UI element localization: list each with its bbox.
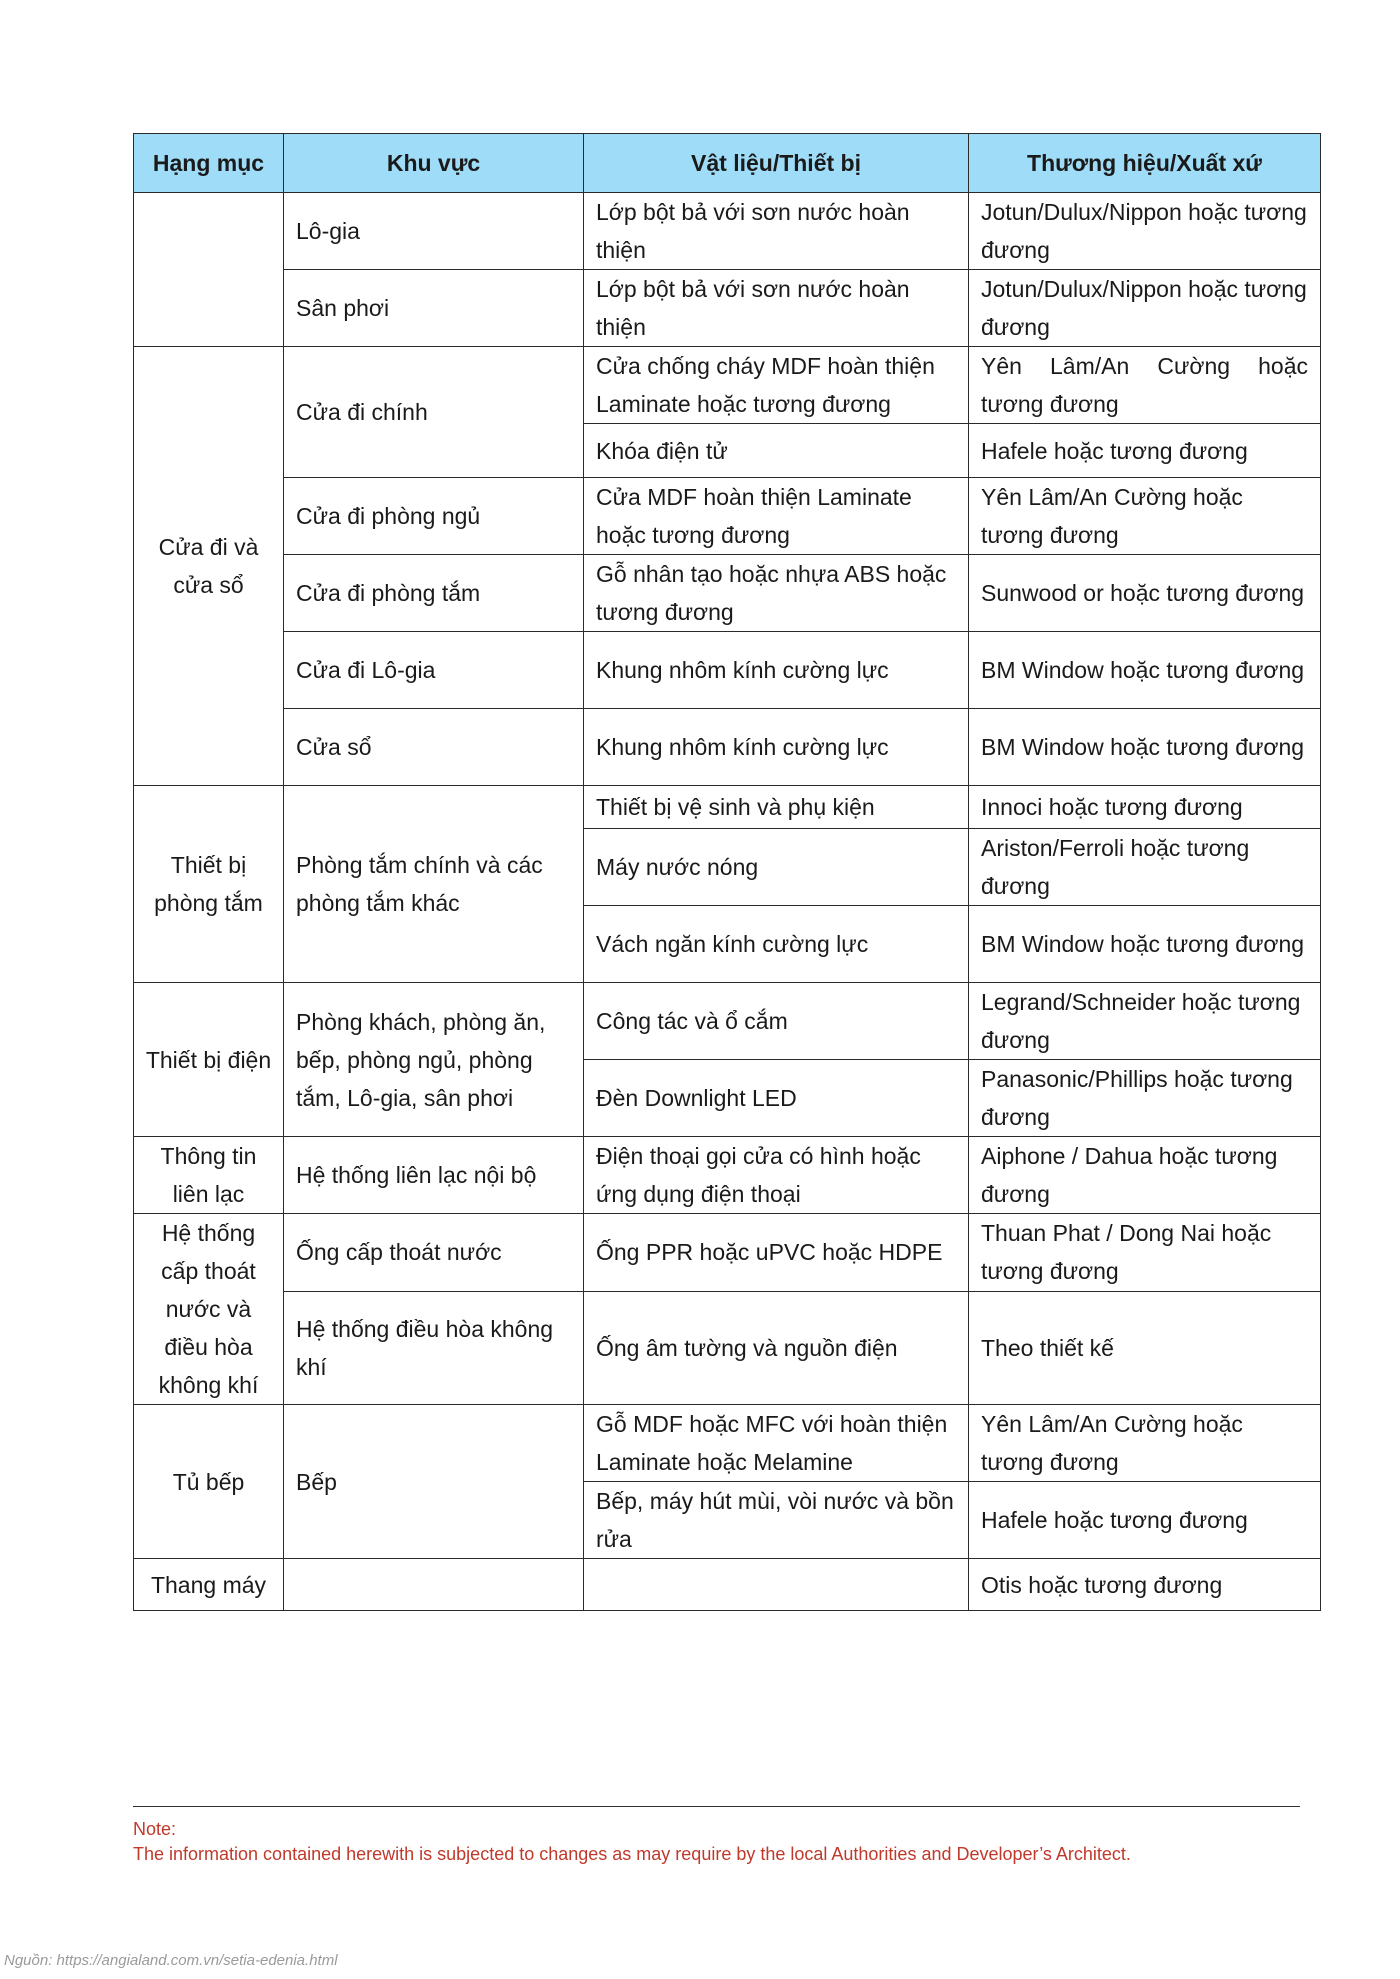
note-text: The information contained herewith is subjected to changes as may require by the local Authorities and Developer’s Architect. — [133, 1844, 1131, 1864]
material-cell: Ống PPR hoặc uPVC hoặc HDPE — [584, 1214, 969, 1292]
area-cell: Sân phơi — [284, 270, 584, 347]
brand-cell: BM Window hoặc tương đương — [969, 709, 1321, 786]
table-row — [134, 786, 1321, 829]
material-cell: Công tác và ổ cắm — [584, 983, 969, 1060]
note-label: Note: — [133, 1819, 177, 1839]
material-cell — [584, 1559, 969, 1611]
table-row — [134, 1559, 1321, 1611]
brand-cell: Thuan Phat / Dong Nai hoặc tương đương — [969, 1214, 1321, 1292]
header-area: Khu vực — [284, 134, 584, 193]
table-row — [134, 983, 1321, 1060]
table-row — [134, 1214, 1321, 1292]
table-row — [134, 709, 1321, 786]
category-cell: Thang máy — [134, 1559, 284, 1611]
brand-cell: Panasonic/Phillips hoặc tương đương — [969, 1060, 1321, 1137]
category-cell: Thiết bị phòng tắm — [134, 786, 284, 983]
area-cell: Cửa đi phòng tắm — [284, 555, 584, 632]
brand-cell: Theo thiết kế — [969, 1291, 1321, 1404]
material-cell: Lớp bột bả với sơn nước hoàn thiện — [584, 270, 969, 347]
brand-cell: Jotun/Dulux/Nippon hoặc tương đương — [969, 270, 1321, 347]
table-row — [134, 1137, 1321, 1214]
material-cell: Cửa chống cháy MDF hoàn thiện Laminate hoặc tương đương — [584, 347, 969, 424]
brand-cell: BM Window hoặc tương đương — [969, 632, 1321, 709]
source-watermark: Nguồn: https://angialand.com.vn/setia-edenia.html — [4, 1952, 338, 1969]
material-cell: Máy nước nóng — [584, 829, 969, 906]
material-cell: Ống âm tường và nguồn điện — [584, 1291, 969, 1404]
category-cell: Tủ bếp — [134, 1405, 284, 1559]
material-cell: Lớp bột bả với sơn nước hoàn thiện — [584, 193, 969, 270]
material-cell: Khung nhôm kính cường lực — [584, 709, 969, 786]
header-material: Vật liệu/Thiết bị — [584, 134, 969, 193]
header-brand: Thương hiệu/Xuất xứ — [969, 134, 1321, 193]
area-cell: Phòng khách, phòng ăn, bếp, phòng ngủ, phòng tắm, Lô-gia, sân phơi — [284, 983, 584, 1137]
material-cell: Khung nhôm kính cường lực — [584, 632, 969, 709]
brand-cell: Yên Lâm/An Cường hoặc tương đương — [969, 478, 1321, 555]
material-cell: Khóa điện tử — [584, 424, 969, 478]
brand-cell: Sunwood or hoặc tương đương — [969, 555, 1321, 632]
table-row — [134, 1405, 1321, 1482]
material-cell: Gỗ MDF hoặc MFC với hoàn thiện Laminate hoặc Melamine — [584, 1405, 969, 1482]
category-cell: Thông tin liên lạc — [134, 1137, 284, 1214]
specification-table — [133, 133, 1321, 1611]
area-cell — [284, 1559, 584, 1611]
table-row — [134, 555, 1321, 632]
area-cell: Cửa đi chính — [284, 347, 584, 478]
category-cell — [134, 193, 284, 347]
brand-cell: Ariston/Ferroli hoặc tương đương — [969, 829, 1321, 906]
area-cell: Ống cấp thoát nước — [284, 1214, 584, 1292]
table-row — [134, 347, 1321, 424]
table-row — [134, 270, 1321, 347]
footer-divider — [133, 1806, 1300, 1807]
table-row — [134, 193, 1321, 270]
category-cell: Cửa đi và cửa sổ — [134, 347, 284, 786]
brand-cell: Hafele hoặc tương đương — [969, 1482, 1321, 1559]
brand-cell: Yên Lâm/An Cường hoặc tương đương — [969, 1405, 1321, 1482]
table-row — [134, 1291, 1321, 1404]
area-cell: Phòng tắm chính và các phòng tắm khác — [284, 786, 584, 983]
area-cell: Hệ thống điều hòa không khí — [284, 1291, 584, 1404]
table-header-row — [134, 134, 1321, 193]
brand-cell: Hafele hoặc tương đương — [969, 424, 1321, 478]
brand-cell: Innoci hoặc tương đương — [969, 786, 1321, 829]
brand-cell: Otis hoặc tương đương — [969, 1559, 1321, 1611]
area-cell: Lô-gia — [284, 193, 584, 270]
area-cell: Cửa đi phòng ngủ — [284, 478, 584, 555]
material-cell: Đèn Downlight LED — [584, 1060, 969, 1137]
material-cell: Gỗ nhân tạo hoặc nhựa ABS hoặc tương đương — [584, 555, 969, 632]
material-cell: Vách ngăn kính cường lực — [584, 906, 969, 983]
brand-cell: BM Window hoặc tương đương — [969, 906, 1321, 983]
material-cell: Cửa MDF hoàn thiện Laminate hoặc tương đương — [584, 478, 969, 555]
area-cell: Cửa đi Lô-gia — [284, 632, 584, 709]
brand-cell: Yên Lâm/An Cường hoặc tương đương — [969, 347, 1321, 424]
brand-cell: Jotun/Dulux/Nippon hoặc tương đương — [969, 193, 1321, 270]
table-row — [134, 632, 1321, 709]
header-category: Hạng mục — [134, 134, 284, 193]
category-cell: Hệ thống cấp thoát nước và điều hòa không khí — [134, 1214, 284, 1405]
material-cell: Điện thoại gọi cửa có hình hoặc ứng dụng điện thoại — [584, 1137, 969, 1214]
brand-cell: Legrand/Schneider hoặc tương đương — [969, 983, 1321, 1060]
table-row — [134, 478, 1321, 555]
material-cell: Thiết bị vệ sinh và phụ kiện — [584, 786, 969, 829]
material-cell: Bếp, máy hút mùi, vòi nước và bồn rửa — [584, 1482, 969, 1559]
area-cell: Cửa sổ — [284, 709, 584, 786]
area-cell: Hệ thống liên lạc nội bộ — [284, 1137, 584, 1214]
brand-cell: Aiphone / Dahua hoặc tương đương — [969, 1137, 1321, 1214]
area-cell: Bếp — [284, 1405, 584, 1559]
category-cell: Thiết bị điện — [134, 983, 284, 1137]
